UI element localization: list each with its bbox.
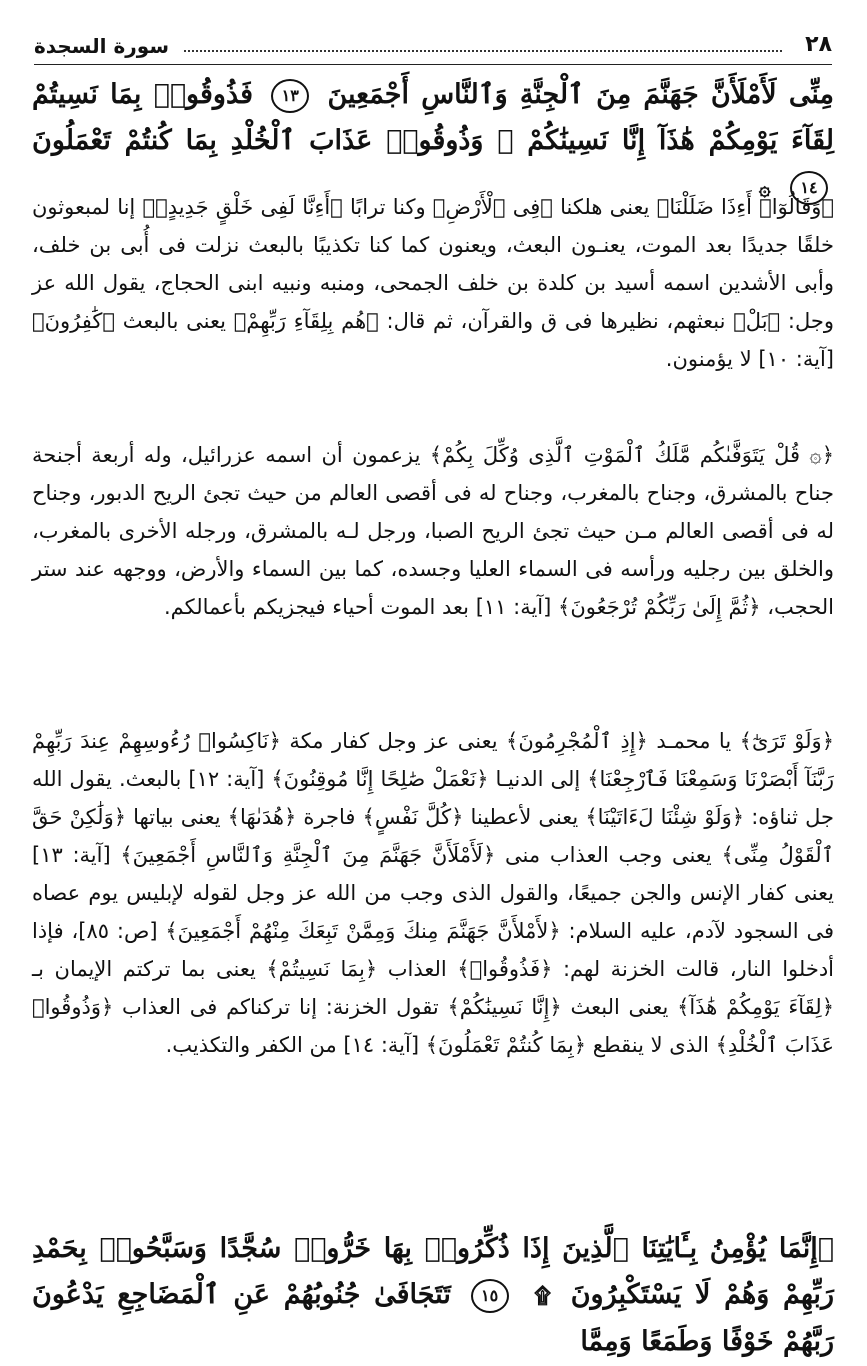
verse-15-text: ﴿إِنَّمَا يُؤْمِنُ بِـَٔايَٰتِنَا ٱلَّذِينَ إِذَا ذُكِّرُوا۟ بِهَا خَرُّوا۟ سُجَّدًا وَسَبَّحُوا۟ بِحَمْدِ رَبِّهِمْ وَهُمْ لَا يَسْتَكْبِرُونَ [32, 1233, 834, 1310]
verse-16-text: تَتَجَافَىٰ جُنُوبُهُمْ عَنِ ٱلْمَضَاجِعِ يَدْعُونَ رَبَّهُمْ خَوْفًا وَطَمَعًا وَمِمَّا [32, 1279, 834, 1357]
verse-13-text: مِنِّى لَأَمْلَأَنَّ جَهَنَّمَ مِنَ ٱلْجِنَّةِ وَٱلنَّاسِ أَجْمَعِينَ [327, 79, 834, 110]
page-header [34, 30, 832, 65]
verse-14-text: فَذُوقُوا۟ بِمَا نَسِيتُمْ لِقَآءَ يَوْمِكُمْ هَٰذَآ إِنَّا نَسِينَٰكُمْ ۖ وَذُوقُوا۟ عَذَابَ ٱلْخُلْدِ بِمَا كُنتُمْ تَعْمَلُونَ [32, 79, 834, 156]
ayah-marker-14: ١٤ [790, 171, 828, 205]
sajda-mark-icon: ۩ [534, 1283, 551, 1309]
commentary-paragraph-1: ﴿وَقَالُوٓا۟ أَءِذَا ضَلَلْنَا﴾ يعنى هلكنا ﴿فِى ٱلْأَرْضِ﴾ وكنا ترابًا ﴿أَءِنَّا لَفِى خَلْقٍ جَدِيدٍۭ﴾ إنا لمبعوثون خلقًا جديدًا بعد الموت، يعنـون البعث، ويعنون كما كنا تكذيبًا بالبعث نزلت فى أُبى بن خلف، وأبى الأشدين اسمه أسيد بن كلدة بن خلف الجمحى، ومنبه ونبيه ابنى الحجاج، يقول الله عز وجل: ﴿بَلْ﴾ نبعثهم، نظيرها فى ق والقرآن، ثم قال: ﴿هُم بِلِقَآءِ رَبِّهِمْ﴾ يعنى بالبعث ﴿كَٰفِرُونَ﴾ [آية: ١٠] لا يؤمنون. [32, 195, 834, 371]
commentary-paragraph-3: ﴿وَلَوْ تَرَىٰٓ﴾ يا محمـد ﴿إِذِ ٱلْمُجْرِمُونَ﴾ يعنى عز وجل كفار مكة ﴿نَاكِسُوا۟ رُءُوسِهِمْ عِندَ رَبِّهِمْ رَبَّنَآ أَبْصَرْنَا وَسَمِعْنَا فَٱرْجِعْنَا﴾ إلى الدنيـا ﴿نَعْمَلْ صَٰلِحًا إِنَّا مُوقِنُونَ﴾ [آية: ١٢] بالبعث. يقول الله جل ثناؤه: ﴿وَلَوْ شِئْنَا لَءَاتَيْنَا﴾ يعنى لأعطينا ﴿كُلَّ نَفْسٍ﴾ فاجرة ﴿هُدَىٰهَا﴾ يعنى بياتها ﴿وَلَٰكِنْ حَقَّ ٱلْقَوْلُ مِنِّى﴾ يعنى وجب العذاب منى ﴿لَأَمْلَأَنَّ جَهَنَّمَ مِنَ ٱلْجِنَّةِ وَٱلنَّاسِ أَجْمَعِينَ﴾ [آية: ١٣] يعنى كفار الإنس والجن جميعًا، والقول الذى وجب من الله عز وجل لقوله لإبليس يوم عصاه فى السجود لآدم، عليه السلام: ﴿لأَمْلأَنَّ جَهَنَّمَ مِنكَ وَمِمَّنْ تَبِعَكَ مِنْهُمْ أَجْمَعِينَ﴾ [ص: ٨٥]، فإذا أدخلوا النار، قالت الخزنة لهم: ﴿فَذُوقُوا۟﴾ العذاب ﴿بِمَا نَسِيتُمْ﴾ يعنى بما تركتم الإيمان بـ ﴿لِقَآءَ يَوْمِكُمْ هَٰذَآ﴾ يعنى البعث ﴿إِنَّا نَسِينَٰكُمْ﴾ تقول الخزنة: إنا تركناكم فى العذاب ﴿وَذُوقُوا۟ عَذَابَ ٱلْخُلْدِ﴾ الذى لا ينقطع ﴿بِمَا كُنتُمْ تَعْمَلُونَ﴾ [آية: ١٤] من الكفر والتكذيب. [32, 729, 834, 1057]
surah-title: سورة السجدة [34, 34, 169, 58]
header-dotted-leader [184, 50, 782, 52]
page-number: ٢٨ [805, 32, 832, 57]
bottom-quran-verses [32, 1226, 834, 1365]
verse-end-ornament: ۞ [758, 175, 771, 200]
ayah-marker-13: ١٣ [271, 79, 309, 113]
commentary-paragraph-2: ﴿۞ قُلْ يَتَوَفَّىٰكُم مَّلَكُ ٱلْمَوْتِ ٱلَّذِى وُكِّلَ بِكُمْ﴾ يزعمون أن اسمه عزرائيل، وله أربعة أجنحة جناح بالمشرق، وجناح بالمغرب، وجناح له فى أقصى العالم من حيث تجئ الريح الدبور، وجناح له فى أقصى العالم مـن حيث تجئ الريح الصبا، ورجل لـه بالمشرق، ورجله الأخرى بالمغرب، والخلق بين رجليه ورأسه فى السماء العليا وجسده، كما بين السماء والأرض، ووجهه عند ستر الحجب، ﴿ثُمَّ إِلَىٰ رَبِّكُمْ تُرْجَعُونَ﴾ [آية: ١١] بعد الموت أحياء فيجزيكم بأعمالكم. [32, 443, 834, 619]
ayah-marker-15: ١٥ [471, 1279, 509, 1313]
